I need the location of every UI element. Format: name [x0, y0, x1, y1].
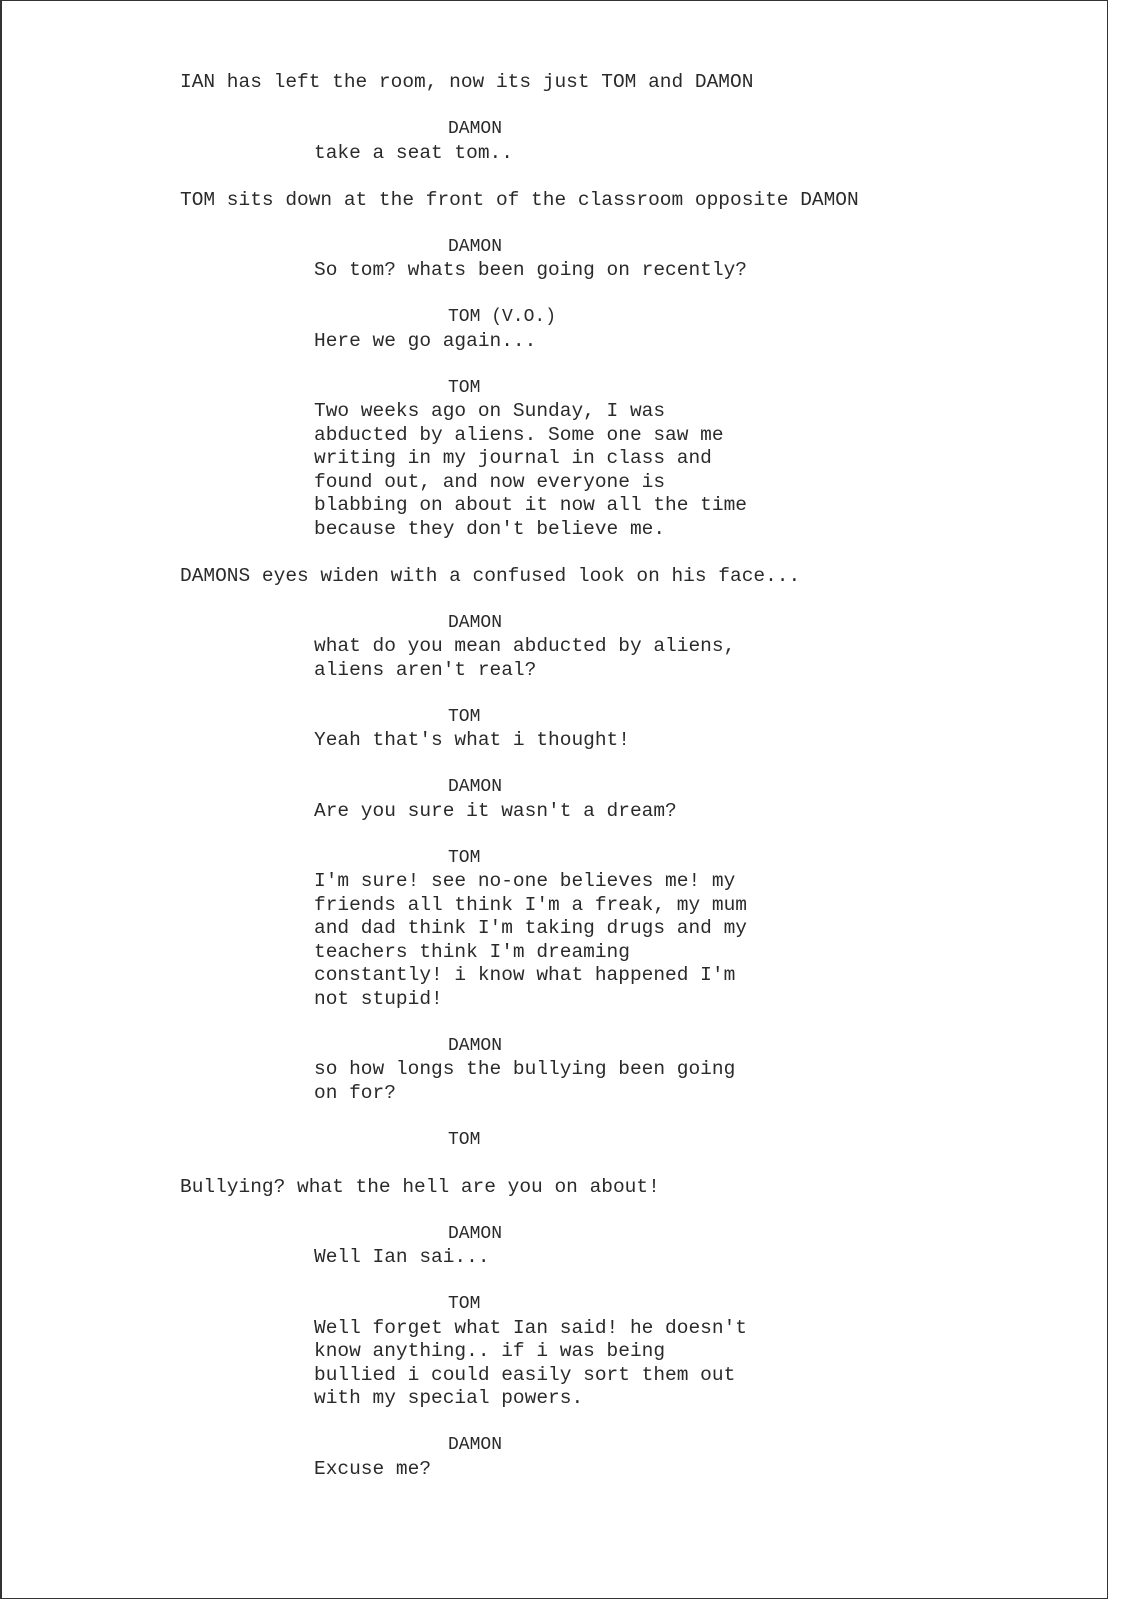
character-name: TOM — [448, 1129, 481, 1150]
character-name: TOM — [448, 377, 481, 398]
dialogue-block — [180, 306, 859, 353]
character-name: TOM (V.O.) — [448, 307, 557, 327]
dialogue-line: abducted by aliens. Some one saw me — [314, 423, 724, 446]
action-block — [180, 71, 859, 95]
dialogue-line: Excuse me? — [314, 1457, 432, 1480]
dialogue-line: constantly! i know what happened I'm — [314, 964, 736, 986]
dialogue-line: Here we go again... — [314, 329, 537, 352]
dialogue-line: So tom? whats been going on recently? — [314, 259, 747, 281]
character-name: DAMON — [448, 777, 503, 797]
dialogue-block — [180, 1223, 859, 1270]
dialogue-line: bullied i could easily sort them out — [314, 1363, 736, 1386]
dialogue-line: writing in my journal in class and — [314, 447, 712, 469]
dialogue-line: know anything.. if i was being — [314, 1340, 666, 1362]
dialogue-line: with my special powers. — [314, 1387, 584, 1409]
dialogue-line: teachers think I'm dreaming — [314, 940, 630, 963]
dialogue-line: Well Ian sai... — [314, 1246, 490, 1268]
character-name: DAMON — [448, 1435, 503, 1455]
action-block — [180, 1176, 859, 1200]
dialogue-line: so how longs the bullying been going — [314, 1058, 736, 1080]
dialogue-line: on for? — [314, 1081, 396, 1104]
dialogue-block — [180, 118, 859, 165]
character-name: DAMON — [448, 1035, 503, 1056]
dialogue-line: blabbing on about it now all the time — [314, 494, 747, 516]
character-name: DAMON — [448, 236, 503, 257]
action-line: Bullying? what the hell are you on about! — [180, 1175, 660, 1198]
dialogue-line: friends all think I'm a freak, my mum — [314, 893, 747, 916]
dialogue-line: and dad think I'm taking drugs and my — [314, 917, 747, 939]
character-name: TOM — [448, 706, 481, 727]
dialogue-line: what do you mean abducted by aliens, — [314, 635, 736, 657]
dialogue-line: Yeah that's what i thought! — [314, 729, 630, 751]
dialogue-block — [180, 1129, 859, 1153]
dialogue-block — [180, 1035, 859, 1106]
character-name: TOM — [448, 847, 481, 868]
character-name: TOM — [448, 1294, 481, 1314]
dialogue-block — [180, 236, 859, 283]
dialogue-block — [180, 847, 859, 1012]
dialogue-line: Are you sure it wasn't a dream? — [314, 799, 677, 822]
dialogue-block — [180, 612, 859, 683]
dialogue-block — [180, 1434, 859, 1481]
character-name: DAMON — [448, 119, 503, 139]
action-line: IAN has left the room, now its just TOM and DAMON — [180, 71, 754, 93]
action-line: TOM sits down at the front of the classroom opposite DAMON — [180, 188, 859, 211]
dialogue-block — [180, 377, 859, 542]
character-name: DAMON — [448, 1223, 503, 1244]
action-block — [180, 565, 859, 589]
dialogue-block — [180, 706, 859, 753]
dialogue-line: Well forget what Ian said! he doesn't — [314, 1316, 747, 1339]
character-name: DAMON — [448, 612, 503, 633]
dialogue-line: not stupid! — [314, 987, 443, 1010]
dialogue-line: found out, and now everyone is — [314, 470, 666, 493]
dialogue-line: take a seat tom.. — [314, 141, 513, 164]
action-line: DAMONS eyes widen with a confused look on his face... — [180, 564, 801, 587]
dialogue-line: I'm sure! see no-one believes me! my — [314, 870, 736, 892]
dialogue-block — [180, 776, 859, 823]
dialogue-block — [180, 1293, 859, 1411]
script-body — [180, 71, 859, 1505]
dialogue-line: Two weeks ago on Sunday, I was — [314, 400, 666, 422]
dialogue-line: aliens aren't real? — [314, 658, 537, 681]
action-block — [180, 189, 859, 213]
dialogue-line: because they don't believe me. — [314, 517, 666, 540]
